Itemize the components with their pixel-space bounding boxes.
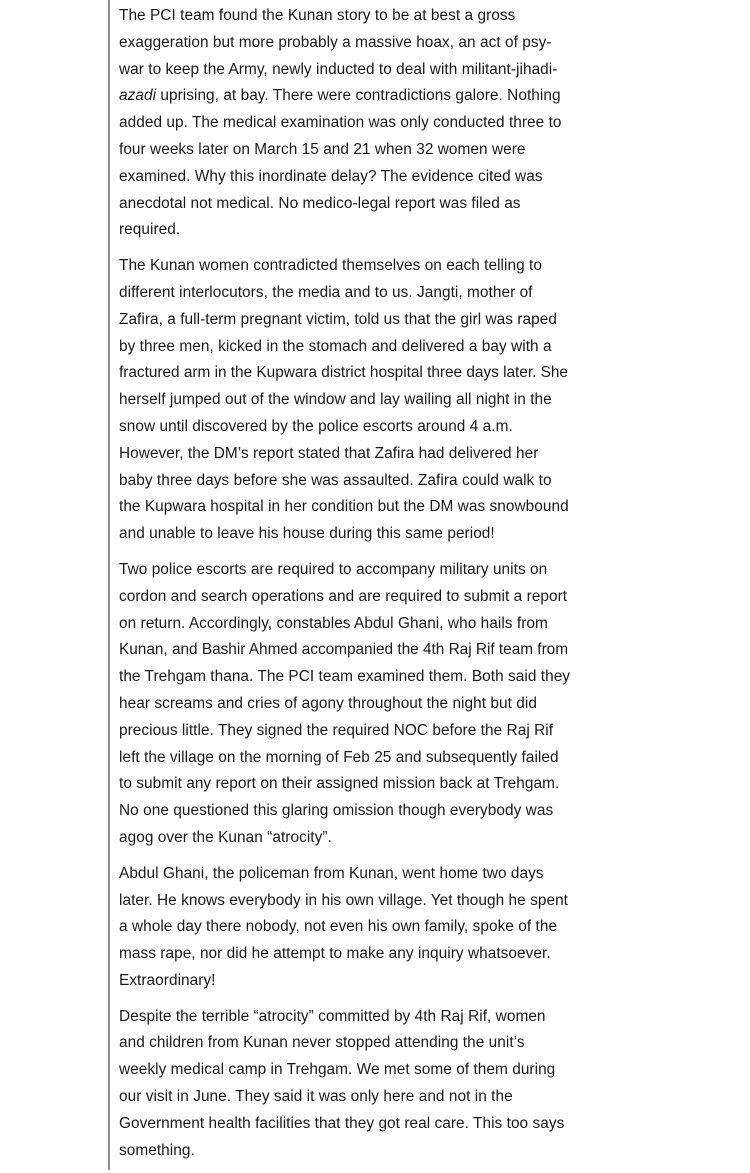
text-line: The Kunan women contradicted themselves on each telling to: [119, 257, 542, 275]
text-line: baby three days before she was assaulted. Zafira could walk to: [119, 471, 552, 489]
text-line: Two police escorts are required to accompany military units on: [119, 560, 548, 578]
article-body: [119, 3, 571, 1173]
text-line: the Trehgam thana. The PCI team examined them. Both said they: [119, 668, 571, 686]
paragraph-5: [119, 1004, 571, 1165]
text-line: cordon and search operations and are required to submit a report: [119, 587, 568, 605]
text-line: by three men, kicked in the stomach and delivered a bay with a: [119, 337, 552, 355]
paragraph-1: [119, 3, 571, 244]
text-line: fractured arm in the Kupwara district hospital three days later. She: [119, 364, 568, 382]
text-line: different interlocutors, the media and to us. Jangti, mother of: [119, 283, 533, 301]
text-line: hear screams and cries of agony throughout the night but did: [119, 694, 537, 712]
text-line: required.: [119, 221, 181, 239]
text-line: However, the DM’s report stated that Zafira had delivered her: [119, 444, 539, 462]
text-line: anecdotal not medical. No medico-legal report was filed as: [119, 194, 521, 212]
text-line: precious little. They signed the required NOC before the Raj Rif: [119, 721, 554, 739]
text-line: the Kupwara hospital in her condition but the DM was snowbound: [119, 498, 569, 516]
text-line: Despite the terrible “atrocity” committed by 4th Raj Rif, women: [119, 1007, 546, 1025]
text-line: mass rape, nor did he attempt to make any inquiry whatsoever.: [119, 945, 551, 963]
text-line: Extraordinary!: [119, 971, 216, 989]
text-line: something.: [119, 1141, 195, 1159]
text-line-rest: uprising, at bay. There were contradictions galore. Nothing: [156, 87, 561, 105]
text-line: herself jumped out of the window and lay wailing all night in the: [119, 391, 552, 409]
text-line: four weeks later on March 15 and 21 when 32 women were: [119, 140, 526, 158]
text-line: exaggeration but more probably a massive hoax, an act of psy-: [119, 33, 552, 51]
text-line: and children from Kunan never stopped attending the unit’s: [119, 1034, 525, 1052]
text-line: on return. Accordingly, constables Abdul Ghani, who hails from: [119, 614, 548, 632]
italic-term: azadi: [119, 87, 157, 105]
paragraph-3: [119, 557, 571, 852]
text-line: agog over the Kunan “atrocity”.: [119, 828, 332, 846]
text-line: Zafira, a full-term pregnant victim, told us that the girl was raped: [119, 310, 557, 328]
text-line: war to keep the Army, newly inducted to deal with militant-jihadi-: [119, 60, 558, 78]
paragraph-4: [119, 861, 571, 995]
text-line: later. He knows everybody in his own village. Yet though he spent: [119, 891, 569, 909]
text-line: examined. Why this inordinate delay? The evidence cited was: [119, 167, 543, 185]
text-line: [119, 83, 571, 110]
text-line: The PCI team found the Kunan story to be at best a gross: [119, 7, 516, 24]
text-line: Kunan, and Bashir Ahmed accompanied the 4th Raj Rif team from: [119, 641, 569, 659]
text-line: to submit any report on their assigned mission back at Trehgam.: [119, 775, 560, 793]
paragraph-2: [119, 253, 571, 548]
text-line: Government health facilities that they got real care. This too says: [119, 1114, 565, 1132]
text-line: weekly medical camp in Trehgam. We met some of them during: [119, 1061, 556, 1079]
text-line: snow until discovered by the police escorts around 4 a.m.: [119, 417, 513, 435]
text-line: No one questioned this glaring omission though everybody was: [119, 802, 554, 820]
text-line: a whole day there nobody, not even his own family, spoke of the: [119, 918, 558, 936]
text-line: Abdul Ghani, the policeman from Kunan, went home two days: [119, 864, 544, 882]
text-line: our visit in June. They said it was only here and not in the: [119, 1088, 513, 1106]
text-line: added up. The medical examination was only conducted three to: [119, 114, 562, 132]
text-line: left the village on the morning of Feb 25 and subsequently failed: [119, 748, 559, 766]
text-line: and unable to leave his house during this same period!: [119, 525, 495, 543]
blockquote-rule: [108, 0, 110, 1170]
